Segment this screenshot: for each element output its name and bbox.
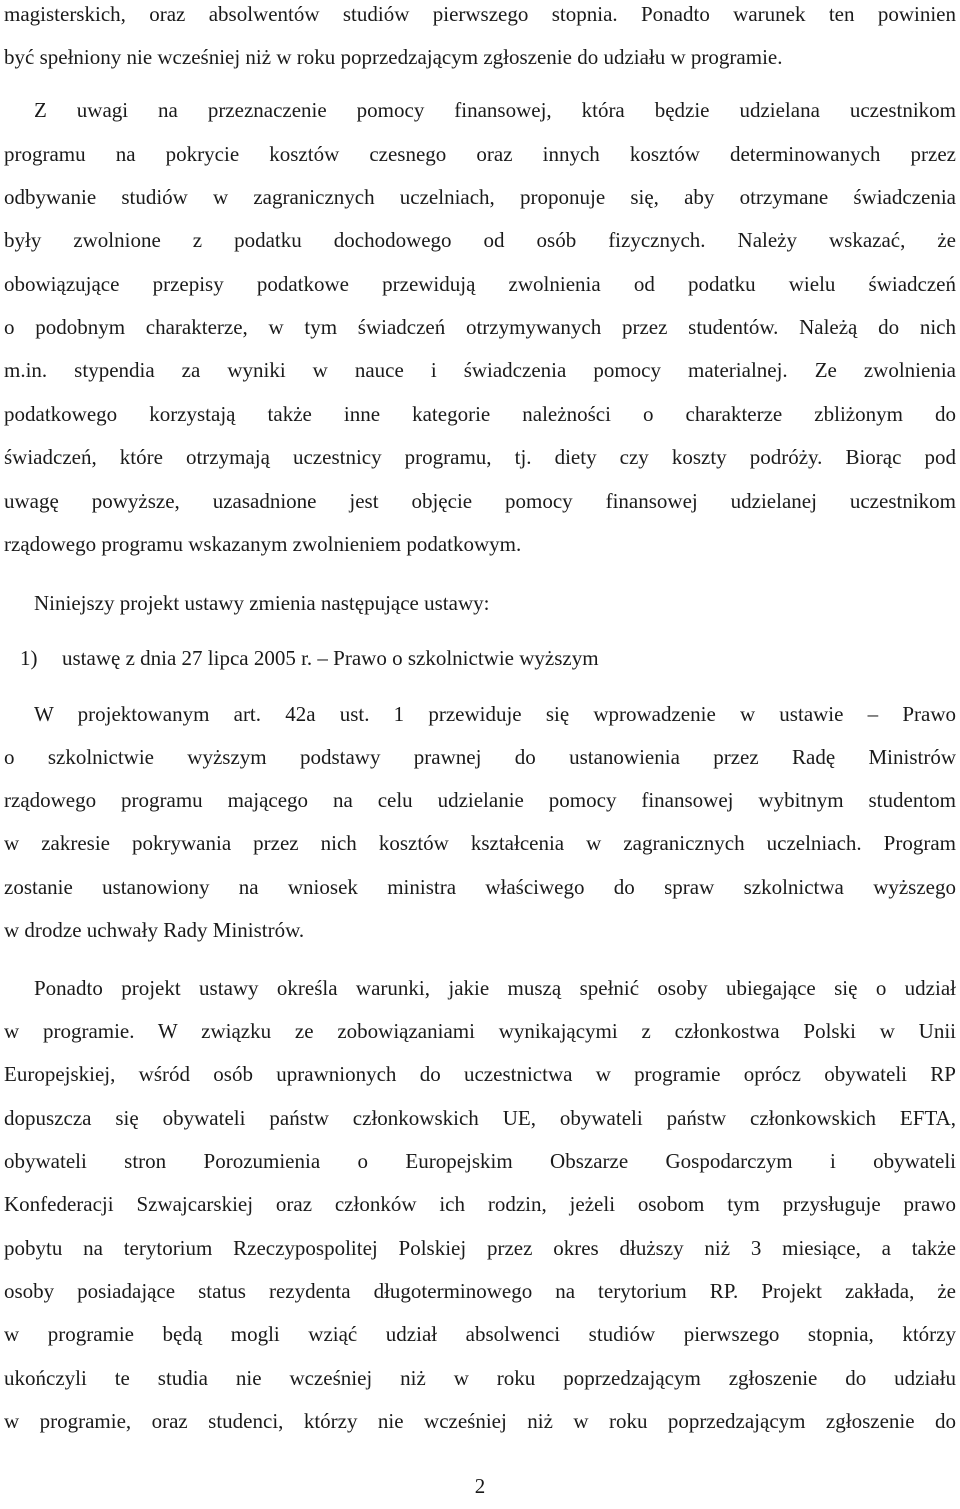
text-line: obywateli stron Porozumienia o Europejskim Obszarze Gospodarczym i obywateli xyxy=(4,1149,956,1173)
text-line: Konfederacji Szwajcarskiej oraz członków ich rodzin, jeżeli osobom tym przysługuje prawo xyxy=(4,1192,956,1216)
text-line: osoby posiadające status rezydenta długoterminowego na terytorium RP. Projekt zakłada, że xyxy=(4,1279,956,1303)
text-line: m.in. stypendia za wyniki w nauce i świadczenia pomocy materialnej. Ze zwolnienia xyxy=(4,358,956,382)
text-line: świadczeń, które otrzymają uczestnicy programu, tj. diety czy koszty podróży. Biorąc pod xyxy=(4,445,956,469)
text-line: o podobnym charakterze, w tym świadczeń otrzymywanych przez studentów. Należą do nich xyxy=(4,315,956,339)
text-line: o szkolnictwie wyższym podstawy prawnej do ustanowienia przez Radę Ministrów xyxy=(4,745,956,769)
text-line: Europejskiej, wśród osób uprawnionych do uczestnictwa w programie oprócz obywateli RP xyxy=(4,1062,956,1086)
intro-line: Niniejszy projekt ustawy zmienia następujące ustawy: xyxy=(34,591,490,615)
text-line: ukończyli te studia nie wcześniej niż w roku poprzedzającym zgłoszenie do udziału xyxy=(4,1366,956,1390)
text-line: programu na pokrycie kosztów czesnego oraz innych kosztów determinowanych przez xyxy=(4,142,956,166)
text-line: odbywanie studiów w zagranicznych uczelniach, proponuje się, aby otrzymane świadczenia xyxy=(4,185,956,209)
text-line: w programie. W związku ze zobowiązaniami wynikającymi z członkostwa Polski w Unii xyxy=(4,1019,956,1043)
list-text: ustawę z dnia 27 lipca 2005 r. – Prawo o szkolnictwie wyższym xyxy=(62,646,599,670)
text-line: w zakresie pokrywania przez nich kosztów kształcenia w zagranicznych uczelniach. Program xyxy=(4,831,956,855)
text-line: w programie będą mogli wziąć udział absolwenci studiów pierwszego stopnia, którzy xyxy=(4,1322,956,1346)
text-line: magisterskich, oraz absolwentów studiów pierwszego stopnia. Ponadto warunek ten powinien xyxy=(4,2,956,26)
text-line: w programie, oraz studenci, którzy nie wcześniej niż w roku poprzedzającym zgłoszenie do xyxy=(4,1409,956,1433)
list-number: 1) xyxy=(20,646,38,670)
text-line: Z uwagi na przeznaczenie pomocy finansowej, która będzie udzielana uczestnikom xyxy=(34,98,956,122)
text-line: Ponadto projekt ustawy określa warunki, jakie muszą spełnić osoby ubiegające się o udział xyxy=(34,976,956,1000)
text-line: W projektowanym art. 42a ust. 1 przewiduje się wprowadzenie w ustawie – Prawo xyxy=(34,702,956,726)
text-line: zostanie ustanowiony na wniosek ministra właściwego do spraw szkolnictwa wyższego xyxy=(4,875,956,899)
text-line: rządowego programu mającego na celu udzielanie pomocy finansowej wybitnym studentom xyxy=(4,788,956,812)
text-line: być spełniony nie wcześniej niż w roku poprzedzającym zgłoszenie do udziału w programie. xyxy=(4,45,783,69)
text-line: rządowego programu wskazanym zwolnieniem podatkowym. xyxy=(4,532,522,556)
text-line: dopuszcza się obywateli państw członkowskich UE, obywateli państw członkowskich EFTA, xyxy=(4,1106,956,1130)
text-line: uwagę powyższe, uzasadnione jest objęcie pomocy finansowej udzielanej uczestnikom xyxy=(4,489,956,513)
text-line: w drodze uchwały Rady Ministrów. xyxy=(4,918,305,942)
text-line: podatkowego korzystają także inne kategorie należności o charakterze zbliżonym do xyxy=(4,402,956,426)
text-line: były zwolnione z podatku dochodowego od osób fizycznych. Należy wskazać, że xyxy=(4,228,956,252)
text-line: pobytu na terytorium Rzeczypospolitej Polskiej przez okres dłuższy niż 3 miesiące, a także xyxy=(4,1236,956,1260)
text-line: obowiązujące przepisy podatkowe przewidują zwolnienia od podatku wielu świadczeń xyxy=(4,272,956,296)
page-number: 2 xyxy=(474,1474,486,1498)
